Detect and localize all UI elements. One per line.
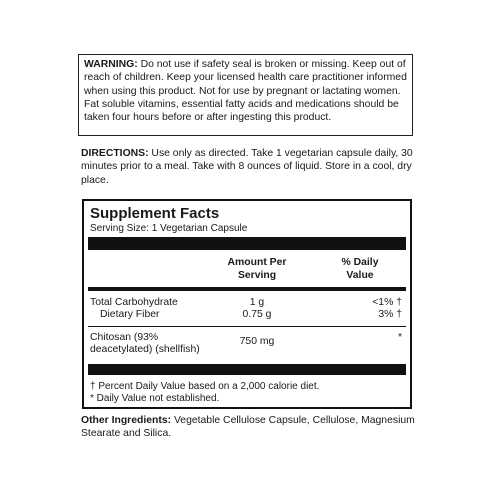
chitosan-dv: * [397, 332, 402, 343]
directions-text: Use only as directed. Take 1 vegetarian capsule daily, 30 minutes prior to a meal. Take with 8 ounces of liquid. Store in a cool, dry place. [81, 148, 413, 186]
dv-header-line2: Value [346, 270, 374, 281]
other-ingredients-paragraph [81, 414, 421, 441]
amount-per-serving-header [212, 256, 302, 282]
panel-title: Supplement Facts [90, 205, 220, 222]
amount-header-line2: Serving [237, 270, 277, 281]
nutrient-dv-fiber: 3% † [378, 309, 402, 320]
column-header-divider [88, 287, 406, 291]
nutrient-name-fiber: Dietary Fiber [100, 309, 160, 320]
header-bar [88, 237, 406, 250]
daily-value-header [320, 256, 400, 282]
nutrient-amount-fiber: 0.75 g [242, 309, 272, 320]
warning-label: WARNING: [84, 59, 138, 70]
directions-paragraph [81, 147, 421, 187]
serving-size: Serving Size: 1 Vegetarian Capsule [90, 223, 248, 234]
nutrient-amount-carbohydrate: 1 g [249, 297, 265, 308]
dv-header-line1: % Daily [341, 257, 379, 268]
other-ingredients-text: Vegetable Cellulose Capsule, Cellulose, Magnesium Stearate and Silica. [81, 415, 415, 440]
chitosan-amount: 750 mg [239, 336, 275, 347]
footer-bar [88, 364, 406, 375]
footnote-not-established: * Daily Value not established. [90, 393, 220, 404]
footnote-percent-dv: † Percent Daily Value based on a 2,000 calorie diet. [90, 381, 320, 392]
supplement-facts-panel [82, 199, 412, 409]
warning-box [78, 54, 413, 136]
chitosan-name-line1: Chitosan (93% [90, 332, 159, 343]
other-ingredients-label: Other Ingredients: [81, 415, 172, 426]
nutrient-dv-carbohydrate: <1% † [372, 297, 402, 308]
directions-label: DIRECTIONS: [81, 148, 149, 159]
warning-text: Do not use if safety seal is broken or missing. Keep out of reach of children. Keep your licensed health care practitioner informed when using this product. Not for use by pregnant or lactating women. Fat soluble vitamins, essential fatty acids and medications should be taken four hours before or after ingesting this product. [84, 59, 407, 124]
amount-header-line1: Amount Per [227, 257, 287, 268]
nutrient-name-carbohydrate: Total Carbohydrate [90, 297, 178, 308]
chitosan-name-line2: deacetylated) (shellfish) [90, 344, 200, 355]
row-divider [88, 326, 406, 327]
